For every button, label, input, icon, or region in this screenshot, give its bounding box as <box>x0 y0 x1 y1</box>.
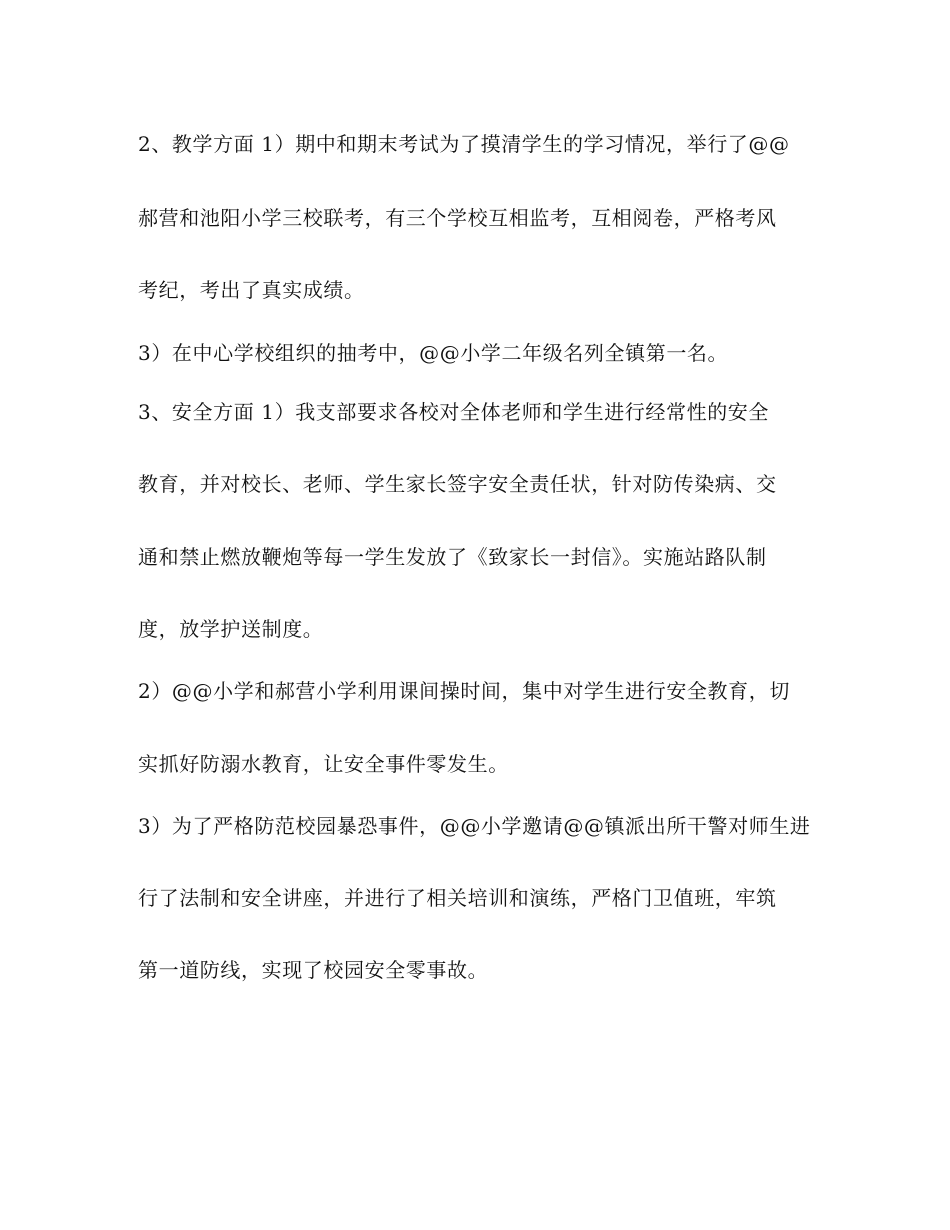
text-line: 行了法制和安全讲座，并进行了相关培训和演练，严格门卫值班，牢筑 <box>138 886 777 910</box>
text-line: 3）为了严格防范校园暴恐事件，@@小学邀请@@镇派出所干警对师生进 <box>138 814 811 838</box>
text-line: 实抓好防溺水教育，让安全事件零发生。 <box>138 752 509 776</box>
text-line: 郝营和池阳小学三校联考，有三个学校互相监考，互相阅卷，严格考风 <box>138 206 777 230</box>
text-line: 第一道防线，实现了校园安全零事故。 <box>138 958 489 982</box>
text-line: 通和禁止燃放鞭炮等每一学生发放了《致家长一封信》。实施站路队制 <box>138 545 767 569</box>
text-line: 度，放学护送制度。 <box>138 617 324 641</box>
text-line: 3、安全方面 1）我支部要求各校对全体老师和学生进行经常性的安全 <box>138 400 770 424</box>
text-line: 2、教学方面 1）期中和期末考试为了摸清学生的学习情况，举行了@@ <box>138 132 790 156</box>
text-line: 2）@@小学和郝营小学利用课间操时间，集中对学生进行安全教育，切 <box>138 679 790 703</box>
text-line: 考纪，考出了真实成绩。 <box>138 278 365 302</box>
text-line: 教育，并对校长、老师、学生家长签字安全责任状，针对防传染病、交 <box>138 472 777 496</box>
text-line: 3）在中心学校组织的抽考中，@@小学二年级名列全镇第一名。 <box>138 341 729 365</box>
